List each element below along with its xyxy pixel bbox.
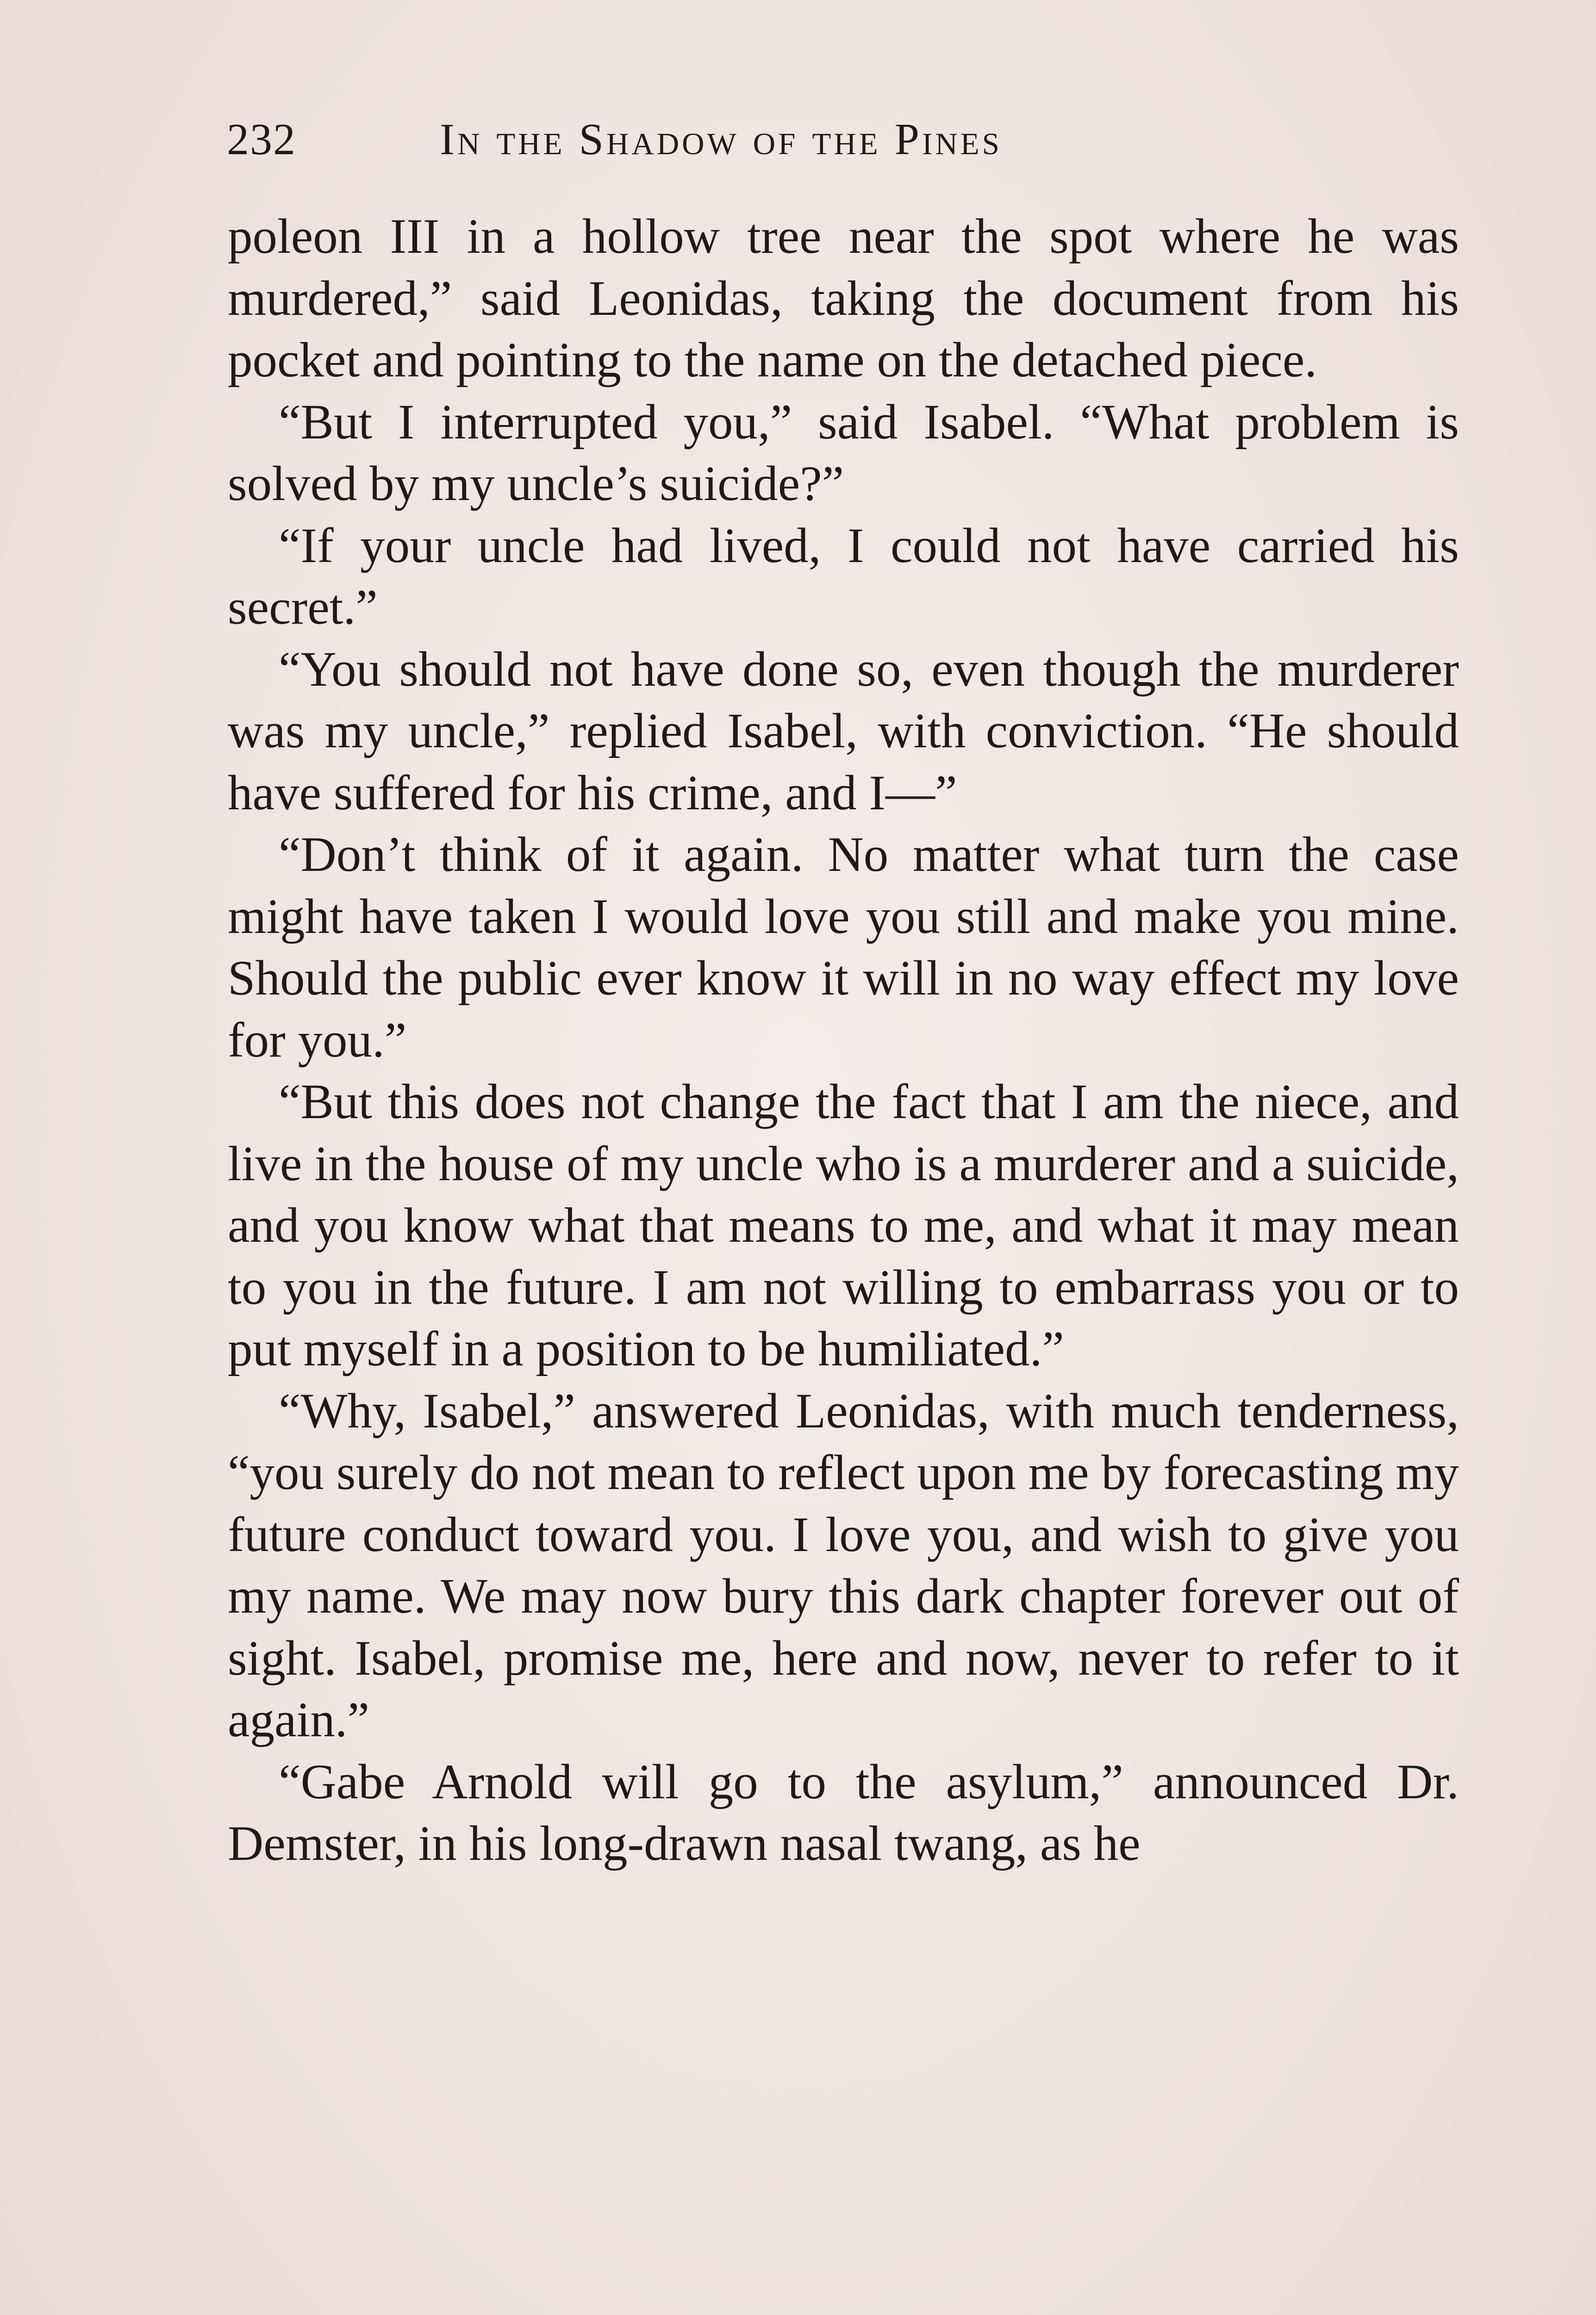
paragraph-2: “But I interrupted you,” said Isabel. “What problem is solved by my uncle’s suicide?” — [228, 394, 1459, 511]
page-header — [227, 109, 1458, 178]
paragraph-4: “You should not have done so, even though the murderer was my uncle,” replied Isabel, with conviction. “He should have suffered for his crime, and I—” — [228, 642, 1459, 820]
paragraph-3: “If your uncle had lived, I could not have carried his secret.” — [228, 518, 1459, 635]
body-text — [228, 206, 1459, 1875]
paragraph-6: “But this does not change the fact that I am the niece, and live in the house of my uncle who is a murderer and a suicide, and you know what that means to me, and what it may mean to you in the future. I am not willing to embarrass you or to put myself in a position to be humiliated.” — [228, 1075, 1459, 1376]
page-number: 232 — [227, 114, 296, 164]
paragraph-8: “Gabe Arnold will go to the asylum,” announced Dr. Demster, in his long-drawn nasal twang, as he — [228, 1754, 1459, 1871]
paragraph-7: “Why, Isabel,” answered Leonidas, with much tenderness, “you surely do not mean to reflect upon me by forecasting my future conduct toward you. I love you, and wish to give you my name. We may now bury this dark chapter forever out of sight. Isabel, promise me, here and now, never to refer to it again.” — [228, 1383, 1459, 1747]
running-title: In the Shadow of the Pines — [440, 114, 1002, 164]
paragraph-5: “Don’t think of it again. No matter what turn the case might have taken I would love you still and make you mine. Should the public ever know it will in no way effect my love for you.” — [228, 827, 1459, 1068]
paragraph-1: poleon III in a hollow tree near the spot where he was murdered,” said Leonidas, taking the document from his pocket and pointing to the name on the detached piece. — [228, 209, 1459, 388]
